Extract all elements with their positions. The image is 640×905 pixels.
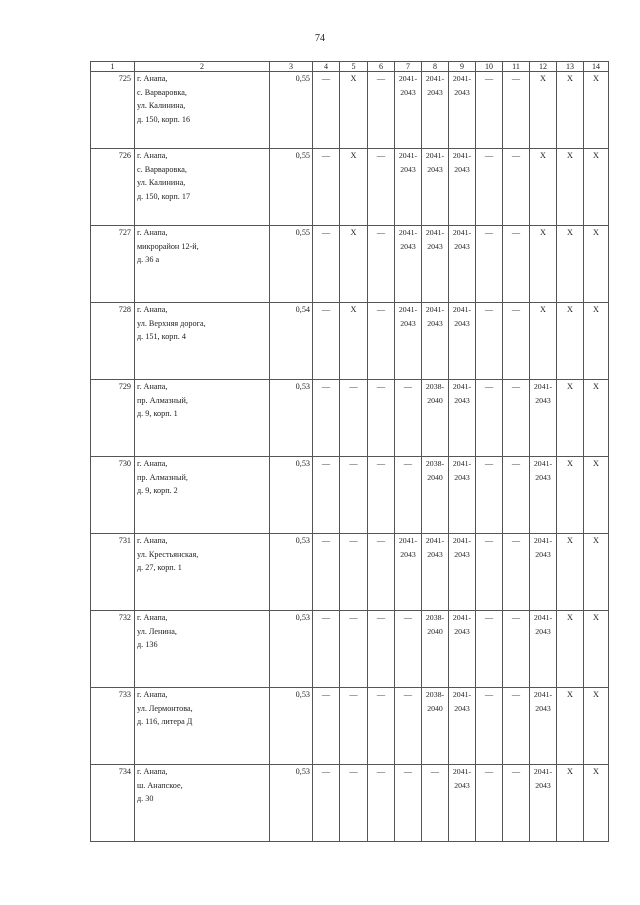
column-5-cell: — bbox=[340, 534, 368, 611]
table-row bbox=[91, 765, 609, 842]
register-table bbox=[90, 61, 609, 842]
column-12-cell: Х bbox=[530, 303, 557, 380]
column-14-cell: Х bbox=[584, 611, 609, 688]
column-number-header: 1 bbox=[91, 62, 135, 72]
column-6-cell: — bbox=[368, 534, 395, 611]
table-row bbox=[91, 226, 609, 303]
column-number-header: 3 bbox=[270, 62, 313, 72]
row-number: 734 bbox=[91, 765, 135, 842]
column-number-header: 7 bbox=[395, 62, 422, 72]
column-7-cell: 2041- 2043 bbox=[395, 534, 422, 611]
column-7-cell: — bbox=[395, 688, 422, 765]
column-number-header: 4 bbox=[313, 62, 340, 72]
column-12-cell: 2041- 2043 bbox=[530, 688, 557, 765]
address-line: д. 36 а bbox=[137, 255, 160, 264]
address-line: г. Анапа, bbox=[137, 382, 168, 391]
column-5-cell: Х bbox=[340, 303, 368, 380]
address-cell bbox=[135, 303, 270, 380]
address-line: г. Анапа, bbox=[137, 613, 168, 622]
table-row bbox=[91, 611, 609, 688]
column-5-cell: Х bbox=[340, 226, 368, 303]
column-number-header: 13 bbox=[557, 62, 584, 72]
column-14-cell: Х bbox=[584, 149, 609, 226]
column-5-cell: — bbox=[340, 765, 368, 842]
column-6-cell: — bbox=[368, 380, 395, 457]
column-10-cell: — bbox=[476, 380, 503, 457]
column-11-cell: — bbox=[503, 765, 530, 842]
column-4-cell: — bbox=[313, 149, 340, 226]
address-line: ул. Верхняя дорога, bbox=[137, 318, 206, 328]
address-line: ул. Калинина, bbox=[137, 101, 186, 110]
address-line: ул. Крестьянская, bbox=[137, 549, 199, 559]
column-numbers-row bbox=[91, 62, 609, 72]
address-line: г. Анапа, bbox=[137, 305, 168, 314]
column-9-cell: 2041- 2043 bbox=[449, 611, 476, 688]
address-line: ул. Лермонтова, bbox=[137, 703, 193, 713]
column-12-cell: 2041- 2043 bbox=[530, 380, 557, 457]
column-8-cell: 2041- 2043 bbox=[422, 303, 449, 380]
column-12-cell: 2041- 2043 bbox=[530, 611, 557, 688]
column-14-cell: Х bbox=[584, 72, 609, 149]
column-12-cell: 2041- 2043 bbox=[530, 457, 557, 534]
address-line: г. Анапа, bbox=[137, 151, 168, 160]
column-9-cell: 2041- 2043 bbox=[449, 457, 476, 534]
value-cell: 0,53 bbox=[270, 688, 313, 765]
address-line: д. 30 bbox=[137, 794, 154, 803]
column-8-cell: 2041- 2043 bbox=[422, 534, 449, 611]
table-body bbox=[91, 72, 609, 842]
address-line: ул. Калинина, bbox=[137, 178, 186, 187]
column-4-cell: — bbox=[313, 534, 340, 611]
column-12-cell: 2041- 2043 bbox=[530, 765, 557, 842]
column-8-cell: 2038- 2040 bbox=[422, 457, 449, 534]
column-6-cell: — bbox=[368, 765, 395, 842]
column-5-cell: — bbox=[340, 688, 368, 765]
column-5-cell: — bbox=[340, 457, 368, 534]
address-line: пр. Алмазный, bbox=[137, 395, 188, 405]
column-number-header: 11 bbox=[503, 62, 530, 72]
column-10-cell: — bbox=[476, 226, 503, 303]
column-9-cell: 2041- 2043 bbox=[449, 534, 476, 611]
column-13-cell: Х bbox=[557, 303, 584, 380]
row-number: 725 bbox=[91, 72, 135, 149]
address-cell bbox=[135, 149, 270, 226]
column-4-cell: — bbox=[313, 611, 340, 688]
column-14-cell: Х bbox=[584, 688, 609, 765]
column-7-cell: 2041- 2043 bbox=[395, 72, 422, 149]
column-number-header: 14 bbox=[584, 62, 609, 72]
column-6-cell: — bbox=[368, 611, 395, 688]
column-4-cell: — bbox=[313, 380, 340, 457]
address-line: г. Анапа, bbox=[137, 536, 168, 545]
column-12-cell: 2041- 2043 bbox=[530, 534, 557, 611]
column-13-cell: Х bbox=[557, 765, 584, 842]
column-number-header: 2 bbox=[135, 62, 270, 72]
column-13-cell: Х bbox=[557, 534, 584, 611]
address-cell bbox=[135, 688, 270, 765]
row-number: 728 bbox=[91, 303, 135, 380]
page-number: 74 bbox=[315, 33, 325, 44]
column-6-cell: — bbox=[368, 303, 395, 380]
address-line: д. 150, корп. 17 bbox=[137, 191, 191, 201]
column-6-cell: — bbox=[368, 457, 395, 534]
row-number: 727 bbox=[91, 226, 135, 303]
column-4-cell: — bbox=[313, 226, 340, 303]
address-cell bbox=[135, 611, 270, 688]
address-line: с. Варваровка, bbox=[137, 87, 187, 97]
column-6-cell: — bbox=[368, 688, 395, 765]
address-cell bbox=[135, 457, 270, 534]
row-number: 730 bbox=[91, 457, 135, 534]
table-row bbox=[91, 149, 609, 226]
column-7-cell: — bbox=[395, 611, 422, 688]
column-6-cell: — bbox=[368, 72, 395, 149]
column-8-cell: 2038- 2040 bbox=[422, 380, 449, 457]
column-13-cell: Х bbox=[557, 380, 584, 457]
address-line: д. 27, корп. 1 bbox=[137, 563, 182, 572]
column-9-cell: 2041- 2043 bbox=[449, 380, 476, 457]
row-number: 732 bbox=[91, 611, 135, 688]
address-line: г. Анапа, bbox=[137, 690, 168, 699]
column-13-cell: Х bbox=[557, 149, 584, 226]
column-14-cell: Х bbox=[584, 303, 609, 380]
value-cell: 0,53 bbox=[270, 611, 313, 688]
column-4-cell: — bbox=[313, 457, 340, 534]
column-11-cell: — bbox=[503, 72, 530, 149]
address-cell bbox=[135, 72, 270, 149]
column-8-cell: 2041- 2043 bbox=[422, 149, 449, 226]
column-13-cell: Х bbox=[557, 688, 584, 765]
column-9-cell: 2041- 2043 bbox=[449, 226, 476, 303]
column-8-cell: — bbox=[422, 765, 449, 842]
column-9-cell: 2041- 2043 bbox=[449, 765, 476, 842]
address-line: г. Анапа, bbox=[137, 767, 168, 776]
column-10-cell: — bbox=[476, 688, 503, 765]
column-10-cell: — bbox=[476, 457, 503, 534]
row-number: 729 bbox=[91, 380, 135, 457]
column-11-cell: — bbox=[503, 303, 530, 380]
value-cell: 0,54 bbox=[270, 303, 313, 380]
address-line: д. 116, литера Д bbox=[137, 717, 193, 726]
address-line: д. 9, корп. 2 bbox=[137, 486, 178, 495]
column-9-cell: 2041- 2043 bbox=[449, 149, 476, 226]
column-14-cell: Х bbox=[584, 765, 609, 842]
address-line: д. 151, корп. 4 bbox=[137, 332, 186, 341]
column-10-cell: — bbox=[476, 303, 503, 380]
table-row bbox=[91, 303, 609, 380]
column-7-cell: — bbox=[395, 457, 422, 534]
column-12-cell: Х bbox=[530, 149, 557, 226]
column-4-cell: — bbox=[313, 765, 340, 842]
column-9-cell: 2041- 2043 bbox=[449, 72, 476, 149]
column-14-cell: Х bbox=[584, 226, 609, 303]
address-line: микрорайон 12-й, bbox=[137, 241, 199, 251]
column-11-cell: — bbox=[503, 380, 530, 457]
column-13-cell: Х bbox=[557, 457, 584, 534]
column-8-cell: 2041- 2043 bbox=[422, 72, 449, 149]
address-line: г. Анапа, bbox=[137, 459, 168, 468]
address-line: д. 9, корп. 1 bbox=[137, 409, 178, 418]
address-line: ш. Анапское, bbox=[137, 780, 183, 790]
column-10-cell: — bbox=[476, 765, 503, 842]
column-10-cell: — bbox=[476, 611, 503, 688]
address-line: г. Анапа, bbox=[137, 74, 168, 83]
table-row bbox=[91, 72, 609, 149]
value-cell: 0,53 bbox=[270, 765, 313, 842]
value-cell: 0,55 bbox=[270, 149, 313, 226]
column-7-cell: — bbox=[395, 765, 422, 842]
column-number-header: 5 bbox=[340, 62, 368, 72]
address-cell bbox=[135, 765, 270, 842]
column-14-cell: Х bbox=[584, 380, 609, 457]
value-cell: 0,53 bbox=[270, 534, 313, 611]
column-5-cell: Х bbox=[340, 149, 368, 226]
column-7-cell: 2041- 2043 bbox=[395, 226, 422, 303]
address-line: пр. Алмазный, bbox=[137, 472, 188, 482]
address-line: д. 150, корп. 16 bbox=[137, 114, 191, 124]
column-13-cell: Х bbox=[557, 226, 584, 303]
row-number: 726 bbox=[91, 149, 135, 226]
column-4-cell: — bbox=[313, 688, 340, 765]
column-6-cell: — bbox=[368, 149, 395, 226]
value-cell: 0,53 bbox=[270, 380, 313, 457]
column-number-header: 12 bbox=[530, 62, 557, 72]
column-4-cell: — bbox=[313, 303, 340, 380]
column-9-cell: 2041- 2043 bbox=[449, 303, 476, 380]
address-line: г. Анапа, bbox=[137, 228, 168, 237]
address-line: ул. Ленина, bbox=[137, 626, 177, 636]
column-12-cell: Х bbox=[530, 226, 557, 303]
table-row bbox=[91, 534, 609, 611]
column-5-cell: — bbox=[340, 380, 368, 457]
column-13-cell: Х bbox=[557, 72, 584, 149]
column-8-cell: 2038- 2040 bbox=[422, 688, 449, 765]
row-number: 733 bbox=[91, 688, 135, 765]
table-row bbox=[91, 688, 609, 765]
table-row bbox=[91, 457, 609, 534]
value-cell: 0,53 bbox=[270, 457, 313, 534]
column-number-header: 9 bbox=[449, 62, 476, 72]
column-5-cell: Х bbox=[340, 72, 368, 149]
column-10-cell: — bbox=[476, 149, 503, 226]
column-number-header: 10 bbox=[476, 62, 503, 72]
column-12-cell: Х bbox=[530, 72, 557, 149]
column-9-cell: 2041- 2043 bbox=[449, 688, 476, 765]
column-10-cell: — bbox=[476, 534, 503, 611]
address-line: с. Варваровка, bbox=[137, 164, 187, 174]
value-cell: 0,55 bbox=[270, 226, 313, 303]
column-11-cell: — bbox=[503, 611, 530, 688]
column-5-cell: — bbox=[340, 611, 368, 688]
column-8-cell: 2038- 2040 bbox=[422, 611, 449, 688]
column-13-cell: Х bbox=[557, 611, 584, 688]
column-number-header: 8 bbox=[422, 62, 449, 72]
column-11-cell: — bbox=[503, 149, 530, 226]
column-14-cell: Х bbox=[584, 457, 609, 534]
column-10-cell: — bbox=[476, 72, 503, 149]
column-4-cell: — bbox=[313, 72, 340, 149]
column-14-cell: Х bbox=[584, 534, 609, 611]
address-line: д. 136 bbox=[137, 640, 158, 649]
column-11-cell: — bbox=[503, 457, 530, 534]
column-number-header: 6 bbox=[368, 62, 395, 72]
column-11-cell: — bbox=[503, 688, 530, 765]
column-11-cell: — bbox=[503, 226, 530, 303]
column-6-cell: — bbox=[368, 226, 395, 303]
value-cell: 0,55 bbox=[270, 72, 313, 149]
column-7-cell: 2041- 2043 bbox=[395, 149, 422, 226]
row-number: 731 bbox=[91, 534, 135, 611]
column-8-cell: 2041- 2043 bbox=[422, 226, 449, 303]
column-7-cell: 2041- 2043 bbox=[395, 303, 422, 380]
column-7-cell: — bbox=[395, 380, 422, 457]
column-11-cell: — bbox=[503, 534, 530, 611]
address-cell bbox=[135, 534, 270, 611]
table-row bbox=[91, 380, 609, 457]
address-cell bbox=[135, 380, 270, 457]
address-cell bbox=[135, 226, 270, 303]
